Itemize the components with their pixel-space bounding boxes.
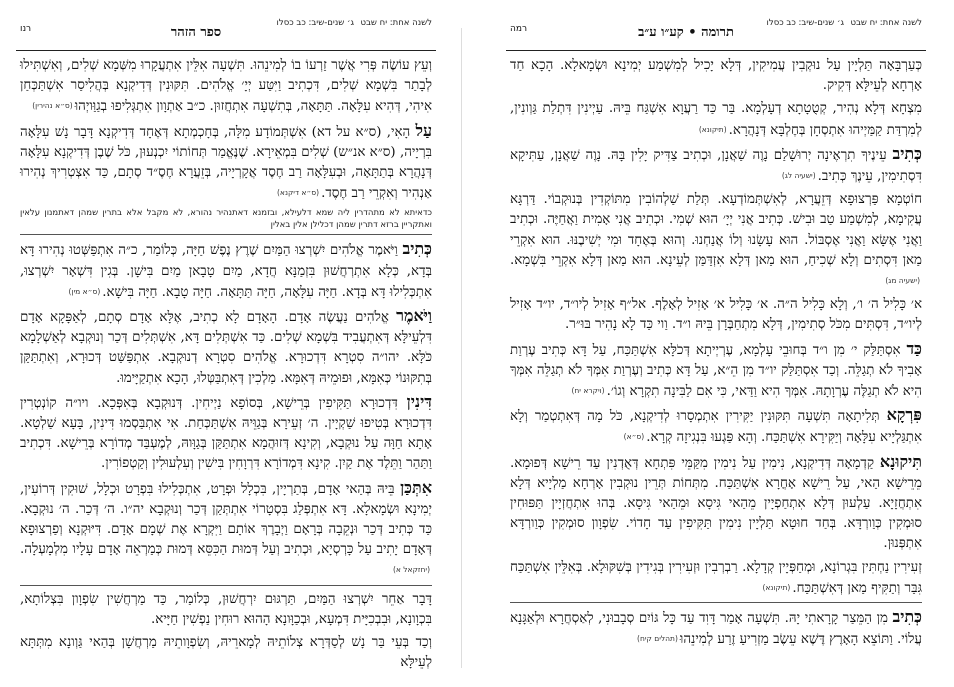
source-reference: (ישעיה לג) <box>781 171 816 181</box>
paragraph-text: דָּבָר אַחֵר יִשְׁרְצוּ הַמַּיִם, תַּרְגּוּם יִרְחֲשׁוּן, כְּלוֹמַר, כַּד מַרְחֲשִׁין שִׂפְוָון בִּצְלוֹתָא, בִּכְוָונָא, וּבִבְכִיָּית דִּמְעָא, וּבְכַוָּונָא הָהוּא רוּחִין נַפְשִׁין חַיָּיא. <box>20 591 432 627</box>
paragraph <box>20 239 432 303</box>
paragraph <box>20 478 432 582</box>
right-date-note-b: ג׳ שנים-שיב: כב כסלו <box>766 18 844 28</box>
right-page-folio: רמה <box>510 24 528 34</box>
section-divider <box>510 602 922 603</box>
paragraph-text: דִּדְכוּרָא תַּקִּיפִין בְּרֵישָׁא, בְּסוֹפָא נַיְיחִין. דְּנוּקְבָא בְּאִפְּכָא. ויו״ה קוֹנְטְרִין דִּדְכוּרָא בְּטִיפוּ שַׁקְיָין. ה׳ זְעֵירָא בְּגַוֵּיהּ אִשְׁתַּכְּחַת. אִי אִתְבַּסְמוּ דִּינִין, בָּעָא שַׁלְטָא. אָתָא חַוָּה עַל נוּקְבָא, וְקִינָא דְּזוּהֲמָא אִתְתַּקַּן בְּגַוָּוהּ, לְמֶעְבַּד מְדוֹרָא בְּרֵישָׁא. דִּכְתִיב וַתַּהַר וַתֵּלֶד אֶת קַיִן. קִינָא דִּמְדוֹרָא דִּרְוָחִין בִּישִׁין וְעִלְעוּלִין וְקַטְפוֹרִין. <box>20 395 432 472</box>
paragraph-text: אֱלֹהִים נַעֲשֶׂה אָדָם. הָאָדָם לָא כְתִיב, אֶלָּא אָדָם סְתָם, לְאַפָּקָא אָדָם דִּלְעֵילָּא דְּאִתְעֲבִיד בִּשְׁמָא שְׁלִים. כַּד אִשְׁתְּלִים דָּא, אִשְׁתְּלִים דְּכַר וְנוּקְבָא לְאַשְׁלָמָא כֹּלָּא. יהו״ה סִטְרָא דִּדְכוּרָא. אֱלֹהִים סִטְרָא דְנוּקְבָא. אִתְפַּשַּׁט דְּכוּרָא, וְאִתְתַּקַּן בְּתִקּוּנוֹי כְּאִמָּא, וּפוּמֵיהּ דְּאִמָּא. מַלְכִין דְּאִתְבַּטְּלוּ, הָכָא אִתְקַיָּימוּ. <box>20 310 432 386</box>
paragraph <box>20 56 432 118</box>
source-reference: (ויקרא יח) <box>571 386 605 396</box>
source-reference: (ס״א דיקנא) <box>277 188 320 198</box>
paragraph-text: הָאִי, (ס״א על דא) אִשְׁתְּמוֹדָע מִלָּה, בְּחָכְמְתָא דְּאֶחָד דְּדִיקְנָא דָּבָר נָשׁ עִלָּאָה בִּרְיָיה, (ס״א אנ״ש) שְׁלִים בִּמְאֵירָא. שֶׁנֶּאֱמַר תְּחוֹתוֹי יִכְנְעוּן, כֹּל שֶׁבֶן דְּדִיקְנָא עִלָּאָה דְּנָהֲרָא בְּתַתָּאָה, וּבְעִלָּאָה רַב חֶסֶד אֲקָרְיָיה, בְּזֵעֲרָא חֶסֶ״ד סְתָם, כַּד אִצְטְרִיךְ נְהִירוּ אַנְהִיר וְאִקְרֵי רַב חֶסֶד. <box>20 124 432 202</box>
left-date-note-a: לשנה אחת: יח שבט <box>360 18 432 28</box>
right-page-header <box>506 10 926 51</box>
paragraph-text: קַדְמָאָה דְּדִיקְנָא, נִימִין עַל נִימִין מִקַּמֵּי פִּתְחָא דְּאֻדְנִין עַד רֵישָׁא דְּפוּמָא. מֵרֵישָׁא הַאי, עַל רֵישָׁא אָחֳרָא אִשְׁתַּכַּח. מִתְּחוֹת תְּרֵין נוּקְבִין אָרְחָא מַלְיָיא דְּלָא אִתְחֲזָיָא. עַלְעוּן דְּלָא אִתְחַפְיָין מֵהַאי גִּיסָא וּמֵהַאי גִּיסָא. בְּהוּ אִתְחֲזְיָין תַּפּוּחִין סוּמְקִין כְּוַורְדָּא. בְּחַד חוּטָא תַּלְיָין נִימִין תַּקִּיפִין עַד חָדוֹי. שִׂפְוָון סוּמְקִין כְּוַורְדָּא אִתְפְּנוּן. <box>510 455 922 552</box>
paragraph <box>20 121 432 205</box>
annotation-note <box>20 207 432 231</box>
paragraph-text: וְעֵץ עוֹשֶׂה פְּרִי אֲשֶׁר זַרְעוֹ בוֹ לְמִינֵהוּ. תִּשְׁעָה אִלֵּין אִתְעֲקָרוּ מִשְּׁמָא שְׁלִים, וְאִשְׁתִּילוּ לְבָתַר בִּשְׁמָא שְׁלִים, דִּכְתִיב וַיִּטַּע יְיָ׳ אֱלֹהִים. תִּקּוּנִין דְּדִיקְנָא בְּהֲלִיסַר אִשְׁתַּכְּחַן אִיהִי, דְּהִיא עִלָּאָה. תַּתָּאָה, בְּתִשְׁעָה אִתְחֲזוּן. כ״ב אַתְוָון אִתְגְּלִיפוּ בְגַוַּויְהוּ <box>20 58 432 115</box>
paragraph-lead-word: פִּרְקָא <box>886 405 922 425</box>
source-reference: (תיקונא) <box>762 582 791 592</box>
source-reference: (יחזקאל א) <box>392 565 430 575</box>
source-reference: (ס״א מין) <box>68 286 101 296</box>
left-page <box>16 10 436 682</box>
paragraph-text: עֵינֶיךָ תִרְאֶינָה יְרוּשָׁלַם נָוֶה שַׁאֲנָן, וּכְתִיב צַדִּיק יָלִין בָּהּ. נָוֶה שַׁאֲנָן, עַתִּיקָא דִּסְתִימִין, עֵינֶךְ כְּתִיב. <box>510 147 922 185</box>
paragraph <box>20 392 432 475</box>
source-reference: (ישעיה מג) <box>885 276 920 286</box>
right-page-title: תרומה • קע״ו ע״ב <box>638 25 734 40</box>
paragraph-lead-word: כַּד <box>906 338 922 358</box>
left-page-body <box>20 56 432 682</box>
paragraph <box>510 405 922 448</box>
right-page <box>506 10 926 682</box>
left-page-folio: רנו <box>20 24 32 34</box>
paragraph-text: בֵּיהּ בְּהַאי אָדָם, בְּתַרְיָין, בִּכְלָל וּפְרָט, אִתְכְּלִילוּ בִּפְרָט וּכְלָל, שׁוּקִין דְּרוֹעִין, יְמִינָא וּשְׂמָאלָא. דָּא אִתְפְּלַג בִּסְטָרוֹי אִתְתְּקַן דְּכַר וְנוּקְבָא יה״ו. ה׳ דְּכַר. ה׳ נוּקְבָא. כַּד כְּתִיב דְּכַר וּנְקֵבָה בְּרָאָם וַיְבָרֶךְ אוֹתָם וַיִּקְרָא אֶת שְׁמָם אָדָם. דִּיּוּקְנָא וְפַרְצוּפָא דְּאָדָם יָתִיב עַל כָּרְסְיָא, וּכְתִיב וְעַל דְּמוּת הַכִּסֵּא דְּמוּת כְּמַרְאֵה אָדָם עָלָיו מִלְמָעְלָה. <box>20 481 432 558</box>
right-date-note-a: לשנה אחת: יח שבט <box>850 18 922 28</box>
paragraph <box>510 99 922 140</box>
paragraph <box>510 607 922 650</box>
paragraph <box>510 144 922 187</box>
section-divider <box>20 234 432 235</box>
left-date-note-b: ג׳ שנים-שיב: כב כסלו <box>276 18 354 28</box>
source-reference: (תיקונא) <box>698 124 727 134</box>
paragraph <box>510 452 922 555</box>
source-reference: (ס״א) <box>623 432 645 442</box>
paragraph-text: חוֹטְמָא פַּרְצוּפָא דְּזֵעֲרָא, לְאִשְׁתְּמוֹדְעָא. תְּלַת שַׁלְהוֹבִין מִתּוֹקְדִין בְּנוּקְבוֹי. דַּרְגָּא עֲקִימָא, לְמִשְׁמַע טַב וּבִישׁ. כְּתִיב אֲנִי יְיָ׳ הוּא שְׁמִי. וּכְתִיב אֲנִי אָמִית וַאֲחַיֶּה. וּכְתִיב וַאֲנִי אֶשָּׂא וַאֲנִי אֶסְבּוֹל. הוּא עָשָׂנוּ וְלוֹ אֲנַחְנוּ. וְהוּא בְּאֶחָד וּמִי יְשִׁיבֶנּוּ. הוּא אִקְרֵי מַאן דִּסְתִים וְלָא שְׁכִיחַ, הוּא מַאן דְּלָא אִזְדַּמַּן לְעֵינָא. הוּא מַאן דְּלָא אִקְרֵי בִּשְׁמָא. <box>510 192 922 268</box>
paragraph <box>510 339 922 403</box>
paragraph-lead-word: כְּתִיב <box>402 239 432 259</box>
page-gutter <box>461 28 462 668</box>
left-page-header <box>16 10 436 51</box>
paragraph-text: כדאיתא לא מתהדרין ליה שמא דלעילא, ובזמנא דאתנהיר נהורא, לא מקבל אלא בתרין שמהן דאתמנון עלאין ואתקריין ברזא דתרין שמהן דכלילן אלין באלין <box>20 208 432 231</box>
paragraph-text: וְכַד בְּעֵי בַּר נָשׁ לְסַדְּרָא צְלוֹתֵיהּ לְמָארֵיהּ, וְשִׂפְוָותֵיהּ מַרְחֲשָׁן בְּהַאי גַּוְונָא מִתְּתָּא לְעֵילָּא <box>20 635 432 671</box>
section-divider <box>20 585 432 586</box>
paragraph-lead-word: עַל <box>415 120 432 140</box>
paragraph-lead-word: תִּיקוּנָא <box>879 451 922 471</box>
paragraph <box>510 190 922 292</box>
paragraph-text: תְּלִיתָאָה תִּשְׁעָה תִּקּוּנִין יַקִּירִין אִתְמְסָרוּ לְדִיקְנָא, כֹּל מָה דְּאִתְטְמַר וְלָא אִתְגַּלְיָיא עִלָּאָה וְיַקִּירָא אִשְׁתַּכַּח. וְהָא פַּגְעוּ בִּנְגִיזָה קְרָא. <box>510 409 922 446</box>
paragraph-lead-word: דִּינִין <box>406 391 432 411</box>
paragraph-lead-word: כְּתִיב <box>892 143 922 163</box>
left-page-title: ספר הזהר <box>170 25 222 40</box>
paragraph-lead-word: אִתְּכַּן <box>400 477 432 497</box>
paragraph-lead-word: וַיֹּאמֶר <box>396 306 432 326</box>
paragraph <box>510 558 922 599</box>
source-reference: (תהלים קיח) <box>637 634 678 644</box>
paragraph-text: מִן הַמֵּצַר קָרָאתִי יָהּ. תִּשְׁעָה אָמַר דָּוִד עַד כָּל גּוֹיִם סְבָבוּנִי, לְאַסְחֲרָא וּלְאַגָּנָא עֲלוֹי. וַתּוֹצֵא הָאָרֶץ דֶּשֶׁא עֵשֶׂב מַזְרִיעַ זֶרַע לְמִינֵהוּ <box>510 611 922 648</box>
paragraph <box>20 633 432 673</box>
paragraph <box>20 590 432 630</box>
right-page-body <box>510 56 922 682</box>
paragraph <box>20 306 432 389</box>
paragraph-text: א׳ כָּלִיל ה׳ ו׳, וְלָא כָּלִיל ה״ה. א׳ כָּלִיל א׳ אָזִיל לְאָלֶף. אל״ף אָזִיל לְיו״ד, יו״ד אָזִיל לְיו״ד, דִּסְתִּים מִכֹּל סְתִימִין, דְּלָא מִתְחַבְּרָן בֵּיהּ ו״ד. וַוי כַּד לָא נָהִיר בּוּ״ר. <box>510 297 922 333</box>
paragraph-text: זְעִירִין נַחְתִּין בִּגְרוֹנָא, וּמְחַפְּיָין קְדָלָא. רַבְרְבִין וּזְעִירִין בְּגִידִין בְּשִׁקּוּלָא. בְּאִלֵּין אִשְׁתַּכַּח גִּבַּר וְתַקִּיף מַאן דְּאִשְׁתַּכַּח. <box>510 559 922 596</box>
paragraph-lead-word: כְּתִיב <box>892 607 922 627</box>
source-reference: (ס״א נהירין) <box>32 101 73 111</box>
paragraph <box>510 56 922 96</box>
paragraph-text: מִצְחָא דְּלָא נְהִיר, קְטֻטָתָא דְעָלְמָא. בַּר כַּד רַעֲוָא אִשְׁגַּח בֵּיהּ. עַיְינִין דִּתְלַת גַּוְונִין, לְמִרְדַּת קַמַּיְיהוּ אִתְסְחָן בְּחֶלְבָּא דְּנָהֲרָא. <box>510 101 922 138</box>
paragraph-text: אִסְתַּלַּק י׳ מִן ו״ד בְּחוּבֵי עָלְמָא, עֶרְיְיתָא דְּכֹלָּא אִשְׁתַּכַּח, עַל דָּא כְּתִיב עֶרְוַת אָבִיךָ לֹא תְגַלֵּה. וְכַד אִסְתַּלַּק יו״ד מִן הֵ״א, עַל דָּא כְּתִיב וְעֶרְוַת אִמְּךָ לֹא תְגַלֵּה אִמְּךָ הִיא לֹא תְגַלֶּה עֶרְוָתָהּ. אִמְּךָ הִיא וַדַּאי, כִּי אִם לַבִּינָה תִקְרָא וְגוֹ׳. <box>510 342 922 400</box>
paragraph-text: וַיֹּאמֶר אֱלֹהִים יִשְׁרְצוּ הַמַּיִם שֶׁרֶץ נֶפֶשׁ חַיָּה, כְּלוֹמַר, כ״ה אִתְפַּשְּׁטוּ נְהִירוּ דָּא בְּדָא, כְּלָא אִתְרְחֲשׁוּן בִּזְמַנָּא חֲדָא, מַיִם טָבָאן מַיִם בִּישָׁן. בְּגִין דִּשְׁאָר יִשְׁרְצוּ, אִתְכְּלִילוּ דָּא בְּדָא. חַיָּה עִלָּאָה, חַיָּה תַּתָּאָה. חַיָּה טָבָא. חַיָּה בִּישָׁא. <box>20 243 432 300</box>
paragraph-text: כְּעַרְבָּאָה תַּלְיָין עַל נוּקְבִין עֲמִיקִין, דְּלָא יָכִיל לְמִשְׁמַע יְמִינָא וּשְׂמָאלָא. הָכָא חַד אָרְחָא לְעֵילָּא דְּקִיק. <box>510 58 922 94</box>
paragraph <box>510 295 922 335</box>
